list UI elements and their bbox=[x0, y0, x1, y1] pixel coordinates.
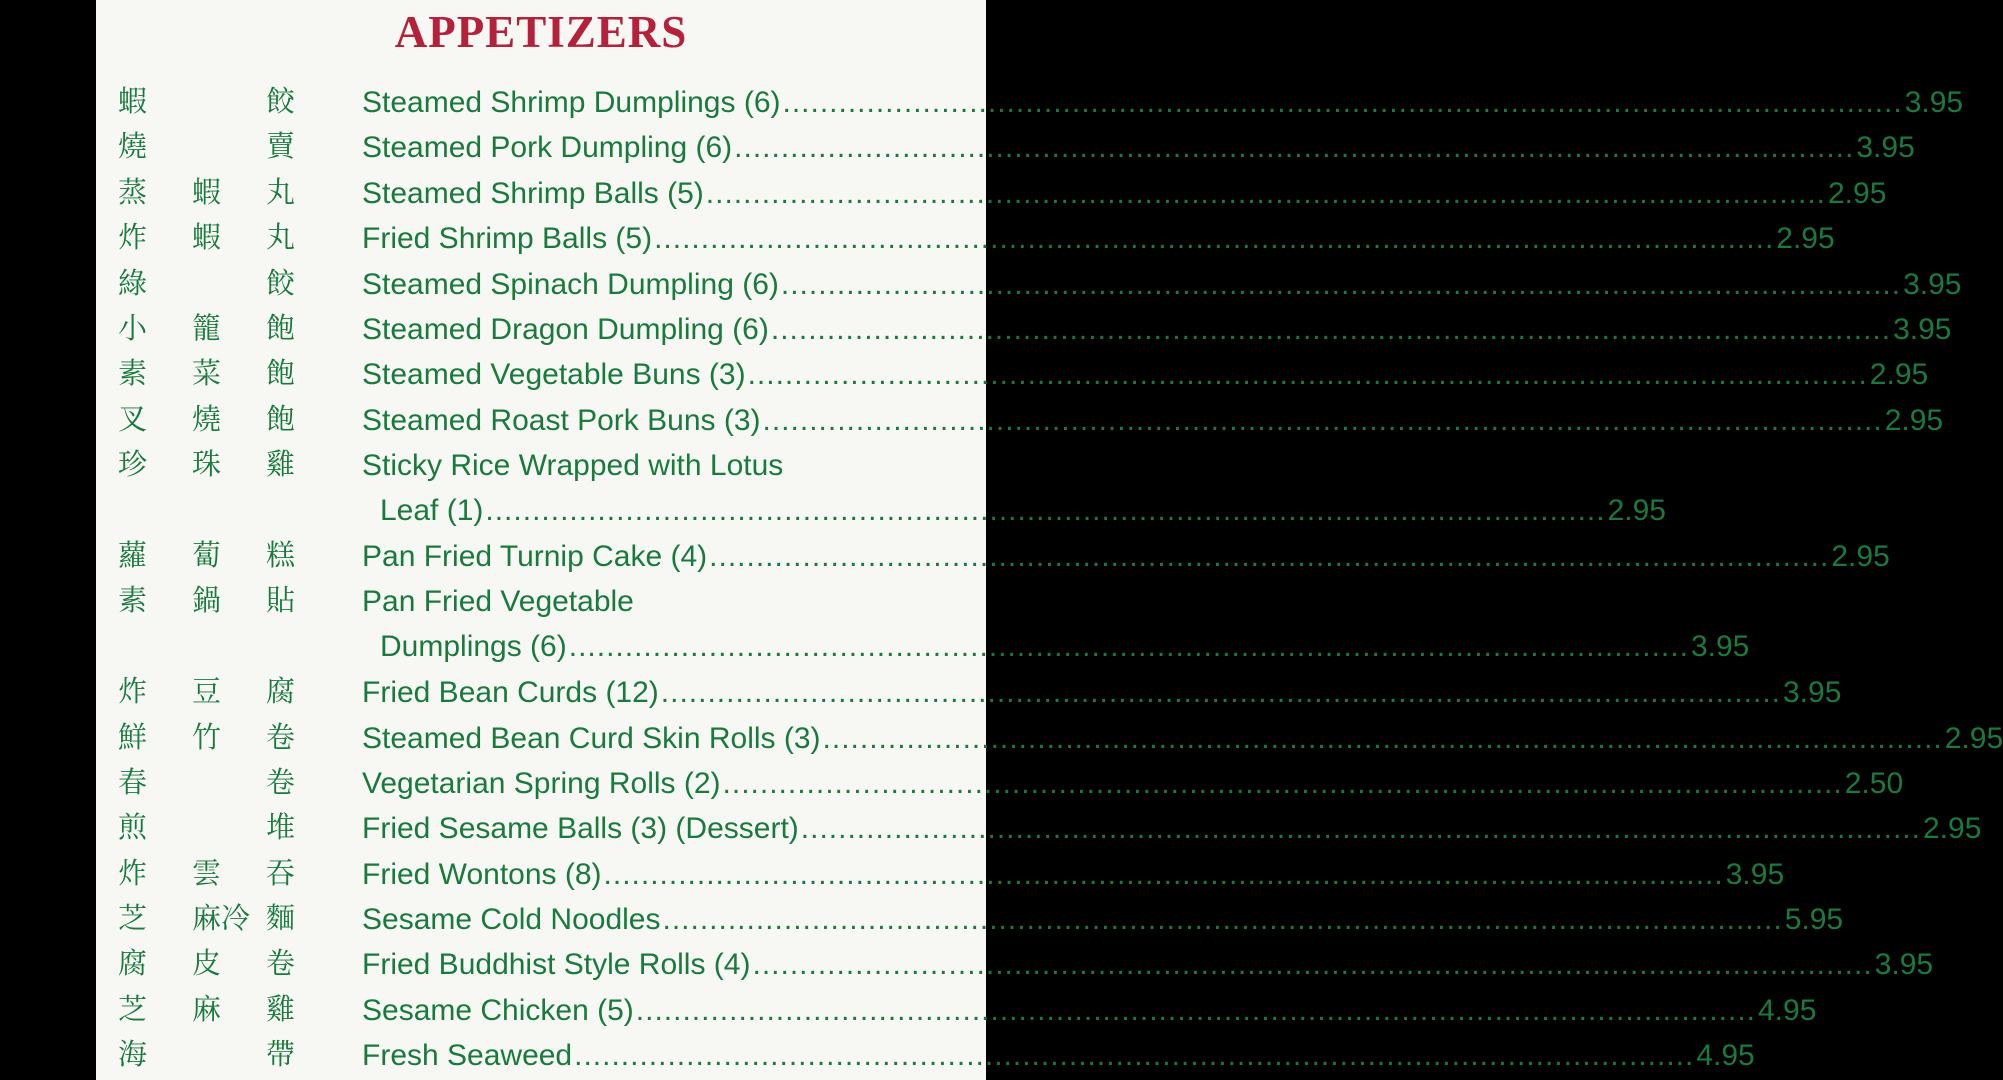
chinese-char: 卷 bbox=[266, 764, 296, 799]
english-name bbox=[362, 539, 1890, 574]
chinese-char: 小 bbox=[118, 310, 148, 345]
chinese-char: 珠 bbox=[192, 447, 222, 482]
menu-item bbox=[96, 761, 1904, 806]
chinese-char: 腐 bbox=[118, 946, 148, 981]
chinese-char: 蝦 bbox=[192, 220, 222, 255]
item-name: Fried Bean Curds (12) bbox=[362, 676, 659, 710]
item-price: 2.95 bbox=[1831, 539, 1890, 573]
menu-item bbox=[96, 806, 1982, 851]
chinese-char: 餃 bbox=[266, 84, 296, 118]
item-price: 2.95 bbox=[1944, 721, 2003, 755]
dot-leader: ........................................................................................................................ bbox=[662, 903, 1783, 937]
english-name bbox=[362, 86, 1964, 120]
chinese-char: 芝 bbox=[118, 991, 148, 1026]
menu-item bbox=[96, 443, 1666, 534]
dot-leader: ........................................................................................................................ bbox=[782, 86, 1903, 119]
item-name: Dumplings (6) bbox=[380, 630, 567, 664]
chinese-char: 麻 bbox=[192, 991, 222, 1026]
menu-item bbox=[96, 716, 2003, 761]
chinese-char: 飽 bbox=[266, 401, 296, 436]
item-price: 2.95 bbox=[1776, 222, 1835, 256]
chinese-char: 炸 bbox=[118, 674, 148, 709]
english-name bbox=[362, 903, 1844, 937]
item-name: Steamed Spinach Dumpling (6) bbox=[362, 267, 779, 301]
chinese-char: 蔔 bbox=[192, 537, 222, 572]
item-name: Fresh Seaweed bbox=[362, 1039, 573, 1073]
item-price: 3.95 bbox=[1856, 131, 1915, 165]
dot-leader: ........................................................................................................................ bbox=[574, 1039, 1695, 1073]
chinese-char: 雲 bbox=[192, 855, 222, 890]
chinese-char: 鍋 bbox=[192, 583, 222, 618]
chinese-char: 丸 bbox=[266, 220, 296, 255]
item-name: Fried Buddhist Style Rolls (4) bbox=[362, 948, 751, 982]
item-name: Pan Fried Turnip Cake (4) bbox=[362, 539, 708, 573]
english-name bbox=[362, 676, 1842, 710]
dot-leader: ........................................................................................................................ bbox=[762, 403, 1883, 437]
chinese-char: 皮 bbox=[192, 946, 222, 981]
chinese-char: 芝 bbox=[118, 901, 148, 936]
english-name bbox=[362, 1039, 1755, 1073]
dot-leader: ........................................................................................................................ bbox=[568, 630, 1689, 664]
item-price: 2.95 bbox=[1869, 358, 1929, 392]
dot-leader: ........................................................................................................................ bbox=[635, 993, 1756, 1027]
menu-item bbox=[96, 398, 1944, 443]
dot-leader: ........................................................................................................................ bbox=[747, 358, 1868, 392]
item-name: Leaf (1) bbox=[380, 494, 484, 528]
chinese-char: 蝦 bbox=[192, 174, 222, 209]
english-name bbox=[362, 857, 1785, 892]
item-price: 2.95 bbox=[1828, 176, 1887, 210]
item-price: 2.95 bbox=[1922, 812, 1982, 846]
chinese-char: 鮮 bbox=[118, 719, 148, 754]
english-name bbox=[362, 948, 1934, 982]
english-name bbox=[362, 267, 1962, 302]
item-name: Sticky Rice Wrapped with Lotus bbox=[362, 449, 784, 483]
chinese-char: 卷 bbox=[266, 719, 296, 754]
chinese-char: 籠 bbox=[192, 310, 222, 345]
menu-item bbox=[96, 942, 1934, 987]
menu-item bbox=[96, 670, 1842, 715]
chinese-char: 菜 bbox=[192, 356, 222, 391]
menu-item bbox=[96, 1033, 1755, 1078]
dot-leader: ........................................................................................................................ bbox=[705, 176, 1826, 210]
chinese-char: 叉 bbox=[118, 401, 148, 436]
menu-item bbox=[96, 262, 1962, 307]
dot-leader: ........................................................................................................................ bbox=[485, 494, 1606, 528]
appetizer-list bbox=[96, 80, 2003, 1079]
menu-item bbox=[96, 579, 1750, 670]
chinese-char: 春 bbox=[118, 764, 148, 799]
dot-leader: ........................................................................................................................ bbox=[734, 131, 1855, 165]
item-price: 3.95 bbox=[1690, 630, 1750, 664]
item-price: 4.95 bbox=[1696, 1039, 1755, 1073]
chinese-char: 竹 bbox=[192, 719, 222, 754]
menu-item bbox=[96, 171, 1887, 216]
english-name bbox=[362, 403, 1944, 438]
item-name: Steamed Shrimp Balls (5) bbox=[362, 176, 704, 210]
english-name bbox=[362, 585, 1750, 664]
menu-page bbox=[96, 0, 2003, 1080]
chinese-char: 煎 bbox=[118, 810, 148, 845]
chinese-char: 燒 bbox=[118, 129, 148, 164]
item-price: 5.95 bbox=[1784, 903, 1844, 937]
item-name: Steamed Bean Curd Skin Rolls (3) bbox=[362, 721, 821, 755]
menu-item bbox=[96, 988, 1817, 1033]
chinese-char: 蘿 bbox=[118, 537, 148, 572]
dot-leader: ........................................................................................................................ bbox=[722, 766, 1843, 800]
chinese-char: 燒 bbox=[192, 401, 222, 436]
menu-item bbox=[96, 80, 1964, 125]
chinese-char: 珍 bbox=[118, 447, 148, 482]
item-name: Fried Shrimp Balls (5) bbox=[362, 222, 653, 256]
menu-item bbox=[96, 125, 1915, 170]
chinese-char: 麻冷 bbox=[192, 901, 251, 936]
menu-item bbox=[96, 852, 1785, 897]
item-name: Steamed Pork Dumpling (6) bbox=[362, 131, 733, 165]
item-price: 4.95 bbox=[1757, 993, 1817, 1027]
chinese-char: 素 bbox=[118, 356, 148, 391]
dot-leader: ........................................................................................................................ bbox=[822, 721, 1943, 755]
menu-item bbox=[96, 352, 1929, 397]
dot-leader: ........................................................................................................................ bbox=[752, 948, 1873, 982]
dot-leader: ........................................................................................................................ bbox=[780, 267, 1902, 301]
chinese-char: 雞 bbox=[266, 447, 296, 482]
item-price: 2.95 bbox=[1884, 403, 1944, 437]
chinese-char: 糕 bbox=[266, 537, 296, 572]
chinese-char: 海 bbox=[118, 1037, 148, 1072]
chinese-char: 堆 bbox=[266, 810, 296, 845]
item-price: 3.95 bbox=[1874, 948, 1934, 982]
chinese-char: 吞 bbox=[266, 855, 296, 890]
item-name: Sesame Cold Noodles bbox=[362, 903, 661, 937]
chinese-char: 飽 bbox=[266, 356, 296, 391]
chinese-char: 賣 bbox=[266, 129, 296, 164]
english-name bbox=[362, 721, 2003, 756]
item-name: Fried Sesame Balls (3) (Dessert) bbox=[362, 812, 799, 846]
english-name bbox=[362, 222, 1835, 256]
english-name bbox=[362, 766, 1904, 801]
english-name bbox=[362, 993, 1817, 1028]
chinese-char: 貼 bbox=[266, 583, 296, 618]
chinese-char: 腐 bbox=[266, 674, 296, 709]
english-name bbox=[362, 312, 1952, 347]
item-name: Fried Wontons (8) bbox=[362, 857, 602, 891]
chinese-char: 丸 bbox=[266, 174, 296, 209]
english-name bbox=[362, 358, 1929, 392]
item-name: Steamed Shrimp Dumplings (6) bbox=[362, 86, 781, 119]
item-price: 3.95 bbox=[1725, 857, 1785, 891]
item-price: 3.95 bbox=[1893, 312, 1952, 346]
chinese-char: 帶 bbox=[266, 1037, 296, 1072]
chinese-char: 綠 bbox=[118, 265, 148, 300]
chinese-char: 豆 bbox=[192, 674, 222, 709]
item-name: Sesame Chicken (5) bbox=[362, 993, 634, 1027]
item-price: 3.95 bbox=[1783, 676, 1842, 710]
chinese-char: 蒸 bbox=[118, 174, 148, 209]
chinese-char: 卷 bbox=[266, 946, 296, 981]
dot-leader: ........................................................................................................................ bbox=[800, 812, 1921, 846]
item-name: Vegetarian Spring Rolls (2) bbox=[362, 766, 721, 800]
item-name: Steamed Vegetable Buns (3) bbox=[362, 358, 746, 392]
english-name bbox=[362, 449, 1666, 528]
item-price: 3.95 bbox=[1904, 86, 1964, 119]
chinese-char: 餃 bbox=[266, 265, 296, 300]
dot-leader: ........................................................................................................................ bbox=[770, 312, 1892, 346]
chinese-char: 雞 bbox=[266, 991, 296, 1026]
menu-title: APPETIZERS bbox=[394, 7, 688, 57]
dot-leader: ........................................................................................................................ bbox=[654, 222, 1775, 256]
english-name bbox=[362, 131, 1915, 165]
menu-item bbox=[96, 307, 1952, 352]
chinese-char: 炸 bbox=[118, 220, 148, 255]
english-name bbox=[362, 176, 1887, 211]
chinese-char: 蝦 bbox=[118, 84, 148, 118]
chinese-char: 飽 bbox=[266, 310, 296, 345]
menu-item bbox=[96, 897, 1844, 942]
dot-leader: ........................................................................................................................ bbox=[660, 676, 1781, 710]
chinese-char: 炸 bbox=[118, 855, 148, 890]
dot-leader: ........................................................................................................................ bbox=[709, 539, 1830, 573]
item-price: 2.50 bbox=[1844, 766, 1904, 800]
menu-item bbox=[96, 216, 1835, 261]
english-name bbox=[362, 812, 1982, 846]
chinese-char: 素 bbox=[118, 583, 148, 618]
item-name: Pan Fried Vegetable bbox=[362, 585, 634, 619]
item-name: Steamed Dragon Dumpling (6) bbox=[362, 312, 769, 346]
chinese-char: 麵 bbox=[266, 901, 296, 936]
item-price: 2.95 bbox=[1607, 494, 1666, 528]
item-price: 3.95 bbox=[1903, 267, 1962, 301]
dot-leader: ........................................................................................................................ bbox=[603, 857, 1724, 891]
menu-item bbox=[96, 534, 1890, 579]
item-name: Steamed Roast Pork Buns (3) bbox=[362, 403, 761, 437]
